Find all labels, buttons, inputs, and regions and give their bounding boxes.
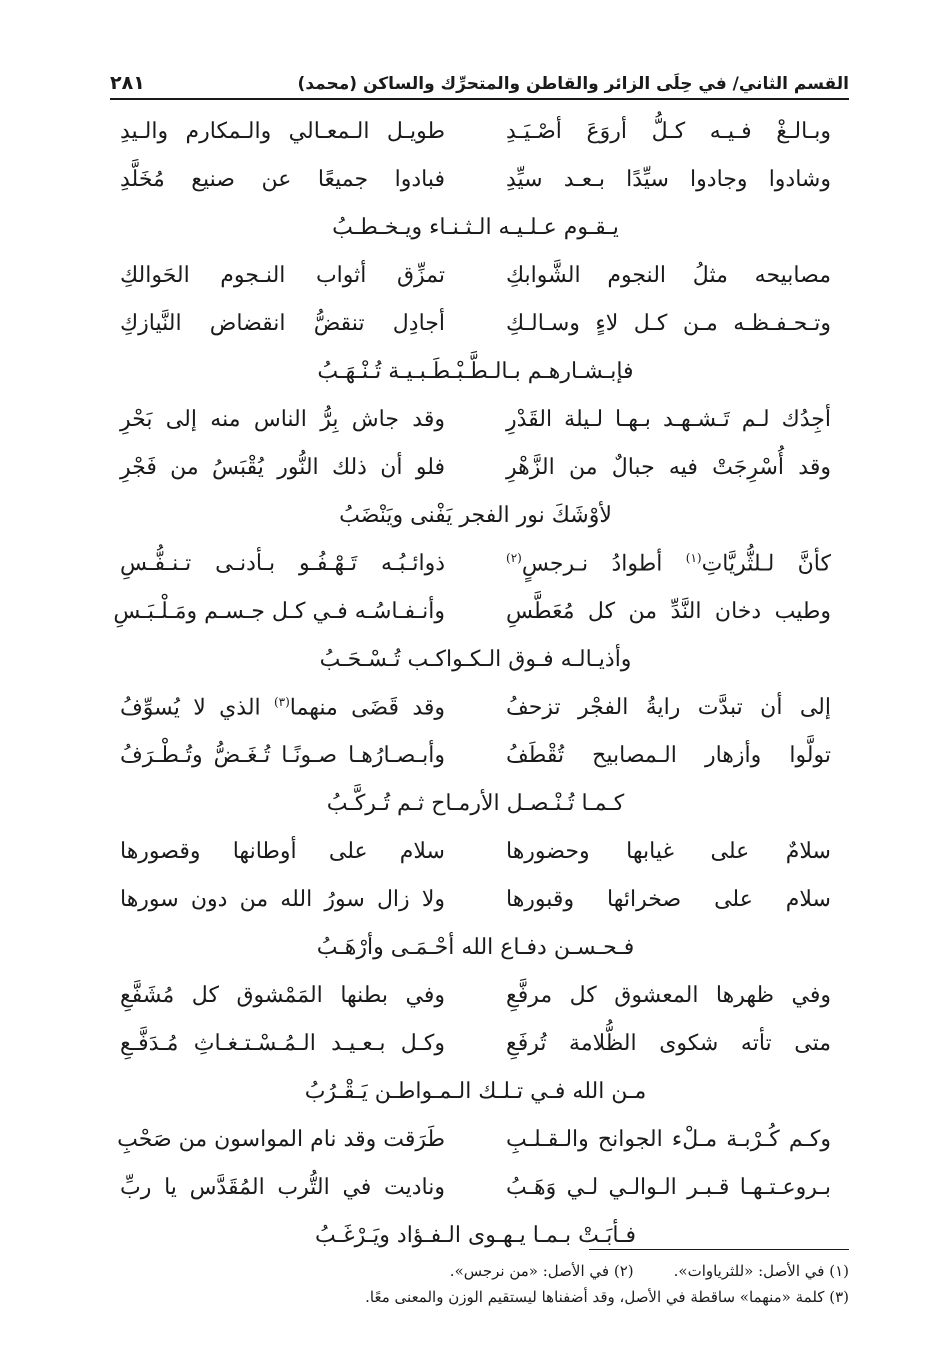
first-hemistich: أجِدُك لـم تَـشـهـد بـهـا لـيلة القَدْرِ <box>506 407 831 432</box>
refrain-text: يـقـوم عـلـيـه الـثـنـاء ويـخـطـبُ <box>332 215 619 240</box>
second-hemistich: وناديت في التُّرب المُقَدَّس يا ربِّ <box>120 1175 445 1200</box>
couplet <box>120 540 831 588</box>
first-hemistich: إلى أن تبدَّت رايةُ الفجْر تزحفُ <box>506 695 831 720</box>
couplet <box>120 972 831 1020</box>
refrain-line <box>120 636 831 684</box>
refrain-text: وأذيـالـه فـوق الـكـواكـب تُـسْـحَـبُ <box>319 647 632 672</box>
first-hemistich: وتـحـفـظـه مـن كـل لاءٍ وسـالـكِ <box>506 311 831 336</box>
first-hemistich: تولَّوا وأزهار الـمصابيح تُقْطَفُ <box>506 743 831 768</box>
second-hemistich <box>120 696 445 719</box>
refrain-line <box>120 780 831 828</box>
stanza <box>120 972 831 1116</box>
second-hemistich: وكـل بـعـيـد الـمُـسْـتـغـاثِ مُـدَفَّـعِ <box>120 1031 445 1056</box>
first-hemistich: وكـم كُـرْبـة مـلْء الجوانح والـقـلـبِ <box>506 1127 831 1152</box>
refrain-line <box>120 1068 831 1116</box>
second-hemistich: سلام على أوطانها وقصورها <box>120 839 445 864</box>
couplet <box>120 300 831 348</box>
couplet <box>120 732 831 780</box>
second-hemistich: وفي بطنها المَمْشوق كل مُشَفَّعِ <box>120 983 445 1008</box>
couplet <box>120 252 831 300</box>
second-hemistich: تمزِّق أثواب النـجوم الحَوالكِ <box>120 263 445 288</box>
stanza <box>120 828 831 972</box>
running-title: القسم الثاني/ في حِلَى الزائر والقاطن والمتحرِّك والساكن (محمد) <box>297 74 849 94</box>
stanza <box>113 540 831 684</box>
footnote-marker-2: (٢) <box>506 551 522 566</box>
refrain-line <box>120 1212 831 1260</box>
stanza <box>120 252 831 396</box>
couplet <box>117 1116 831 1164</box>
poem <box>113 108 831 1260</box>
couplet <box>120 156 831 204</box>
first-hemistich: بـروعـتـهـا قـبـر الـوالـي لـي وَهَـبُ <box>506 1175 831 1200</box>
stanza <box>117 1116 831 1260</box>
second-hemistich: ذوائـبُـه تَـهْـفُـو بـأدنـى تـنـفُّـسِ <box>120 551 445 576</box>
stanza <box>120 108 831 252</box>
footnote-divider <box>589 1249 849 1250</box>
hemistich-part: أطوادُ نـرجسٍ <box>521 551 686 577</box>
footnote-row <box>100 1258 849 1284</box>
couplet <box>120 876 831 924</box>
footnote-row <box>100 1284 849 1310</box>
second-hemistich: طَرَقت وقد نام المواسون من صَحْبِ <box>117 1127 445 1152</box>
refrain-text: كـمـا تُـنْـصـل الأرمـاح ثـم تُـركَّـبُ <box>326 791 625 816</box>
stanza <box>120 684 831 828</box>
footnote-3: (٣) كلمة «منهما» ساقطة في الأصل، وقد أضفناها ليستقيم الوزن والمعنى معًا. <box>365 1288 849 1306</box>
couplet <box>120 828 831 876</box>
footnote-2: (٢) في الأصل: «من نرجس». <box>449 1262 634 1280</box>
couplet <box>120 1164 831 1212</box>
footnote-marker-1: (١) <box>685 551 702 566</box>
hemistich-part: الذي لا يُسوِّفُ <box>120 695 274 721</box>
footnotes <box>100 1258 849 1310</box>
first-hemistich: وطيب دخان النَّدِّ من كل مُعَطَّسِ <box>506 599 831 624</box>
refrain-text: فـأبَـتْ بـمـا يـهـوى الـفـؤاد ويَـرْغَـبُ <box>315 1223 636 1248</box>
footnote-1: (١) في الأصل: «للثرياوات». <box>673 1262 849 1280</box>
second-hemistich: وقد جاش بِرُّ الناس منه إلى بَحْرِ <box>120 407 445 432</box>
first-hemistich: وفي ظهرها المعشوق كل مرفَّعِ <box>506 983 831 1008</box>
first-hemistich: وبـالـغْ فـيـه كـلُّ أروَعَ أصْـيَـدِ <box>506 119 831 144</box>
second-hemistich: فلو أن ذلك النُّور يُقْبَسُ من فَجْرِ <box>120 455 445 480</box>
refrain-text: فإبـشـارهـم بـالـطَّـبْـطَـبـيـة تُـنْـهَـبُ <box>317 359 634 384</box>
second-hemistich: ولا زال سورُ الله من دون سورها <box>120 887 445 912</box>
couplet <box>120 108 831 156</box>
first-hemistich: مصابيحه مثلُ النجوم الشَّوابكِ <box>506 263 831 288</box>
footnote-marker-3: (٣) <box>273 695 290 710</box>
couplet <box>120 444 831 492</box>
refrain-text: مـن الله فـي تـلـك الـمـواطـن يَـقْـرُبُ <box>304 1079 647 1104</box>
refrain-text: فـحـسـن دفـاع الله أحْـمَـى وأرْهَـبُ <box>316 935 635 960</box>
first-hemistich: وشادوا وجادوا سيِّدًا بـعـد سيِّدِ <box>506 167 831 192</box>
refrain-line <box>120 492 831 540</box>
second-hemistich: وأنـفـاسُـه فـي كـل جـسـم ومَـلْـبَـسِ <box>113 599 445 624</box>
hemistich-part: كأنَّ لـلثُّريَّاتِ <box>701 551 831 577</box>
refrain-line <box>120 924 831 972</box>
second-hemistich: فبادوا جميعًا عن صنيع مُخَلَّدِ <box>120 167 445 192</box>
couplet <box>120 396 831 444</box>
couplet <box>120 684 831 732</box>
first-hemistich: سلامٌ على غيابها وحضورها <box>506 839 831 864</box>
refrain-text: لأوْشَكَ نور الفجر يَفْنى ويَنْضَبُ <box>339 503 612 528</box>
second-hemistich: وأبـصـارُهـا صـونًـا تُـغَـضُّ وتُـطْـرَفُ <box>120 743 445 768</box>
stanza <box>120 396 831 540</box>
couplet <box>113 588 831 636</box>
first-hemistich: سلام على صخرائها وقبورها <box>506 887 831 912</box>
refrain-line <box>120 204 831 252</box>
first-hemistich: وقد أُسْرِجَتْ فيه جبالٌ من الزَّهْرِ <box>506 455 831 480</box>
page-header <box>110 60 849 100</box>
couplet <box>120 1020 831 1068</box>
first-hemistich: متى تأته شكوى الظُّلامة تُرفَعِ <box>506 1031 831 1056</box>
second-hemistich: أجادِل تنقضُّ انقضاض النَّيازكِ <box>120 311 445 336</box>
refrain-line <box>120 348 831 396</box>
first-hemistich <box>506 552 831 575</box>
second-hemistich: طويـل الـمعـالي والـمكارم والـيدِ <box>120 119 445 144</box>
hemistich-part: وقد قَضَى منهما <box>289 695 446 721</box>
page-number: ٢٨١ <box>110 72 145 94</box>
